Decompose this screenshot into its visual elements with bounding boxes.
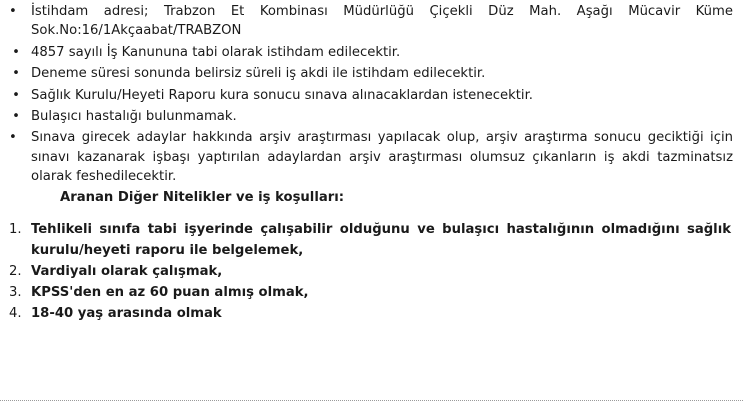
requirement-text: Vardiyalı olarak çalışmak,	[31, 264, 223, 279]
requirement-text: KPSS'den en az 60 puan almış olmak,	[31, 285, 309, 300]
requirement-number: 1.	[9, 222, 22, 237]
bullet-marker: •	[9, 4, 17, 19]
requirement-number: 4.	[9, 306, 22, 321]
requirement-number: 3.	[9, 285, 22, 300]
requirements-numbered-list	[9, 219, 731, 324]
bullet-marker: •	[12, 66, 20, 82]
requirement-item-shift-work	[9, 261, 731, 282]
bullet-marker: •	[12, 44, 20, 60]
requirement-number: 2.	[9, 264, 22, 279]
bullet-item-contagious-disease	[9, 107, 733, 126]
bullet-item-probation	[9, 64, 733, 83]
bullet-marker: •	[12, 109, 20, 125]
bullet-text: Deneme süresi sonunda belirsiz süreli iş akdi ile istihdam edilecektir.	[31, 66, 486, 82]
bullet-text: İstihdam adresi; Trabzon Et Kombinası Müdürlüğü Çiçekli Düz Mah. Aşağı Mücavir Küme Sok.No:16/1Akçaabat/TRABZON	[31, 4, 733, 39]
bullet-text: Sağlık Kurulu/Heyeti Raporu kura sonucu sınava alınacaklardan istenecektir.	[31, 87, 533, 103]
requirement-item-kpss-score	[9, 282, 731, 303]
bullet-item-labor-law	[9, 43, 733, 62]
requirement-item-age-range	[9, 303, 731, 324]
requirement-item-health-report	[9, 219, 731, 261]
bullet-marker: •	[12, 87, 20, 103]
bullet-marker: •	[9, 130, 17, 146]
bullet-item-employment-address	[9, 2, 733, 41]
section-subheading: Aranan Diğer Nitelikler ve iş koşulları:	[60, 190, 345, 205]
bottom-divider	[0, 400, 743, 401]
bullet-item-archive-research	[9, 128, 733, 186]
conditions-bullet-list	[9, 2, 733, 189]
bullet-text: 4857 sayılı İş Kanununa tabi olarak istihdam edilecektir.	[31, 44, 401, 60]
bullet-text: Bulaşıcı hastalığı bulunmamak.	[31, 109, 237, 125]
requirement-text: Tehlikeli sınıfa tabi işyerinde çalışabilir olduğunu ve bulaşıcı hastalığının olmadığını sağlık kurulu/heyeti raporu ile belgelemek,	[31, 222, 731, 258]
requirement-text: 18-40 yaş arasında olmak	[31, 306, 222, 321]
bullet-text: Sınava girecek adaylar hakkında arşiv araştırması yapılacak olup, arşiv araştırma sonucu geciktiği için sınavı kazanarak işbaşı yaptırılan adaylardan arşiv araştırması olumsuz çıkanların iş akdi tazminatsız olarak feshedilecektir.	[31, 130, 733, 185]
bullet-item-health-report	[9, 86, 733, 105]
